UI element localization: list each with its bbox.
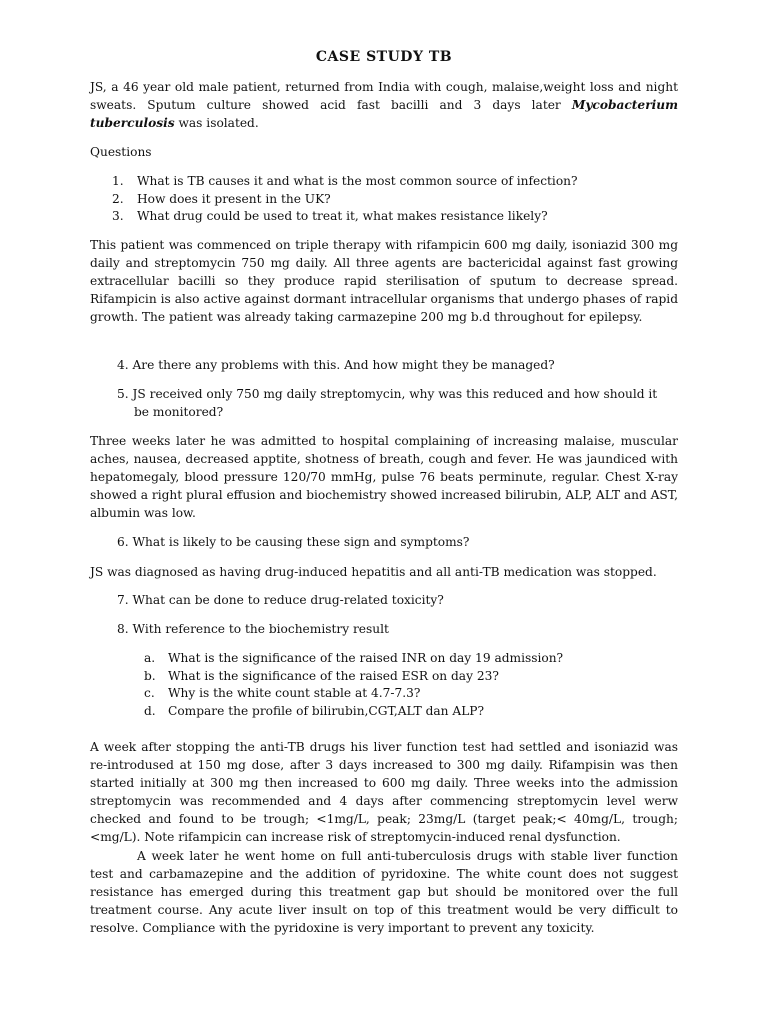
list-item-text: How does it present in the UK? (137, 191, 331, 206)
list-item-number: 3. (112, 209, 124, 223)
list-item-text: What drug could be used to treat it, what makes resistance likely? (137, 209, 548, 223)
home-paragraph: A week later he went home on full anti-tuberculosis drugs with stable liver function test and carbamazepine and the addition of pyridoxine. The white count does not suggest resistance has emerged during this treatment gap but should be monitored over the full treatment course. Any acute liver insult on top of this treatment would be very difficult to resolve. Compliance with the pyridoxine is very important to prevent any toxicity. (90, 849, 678, 935)
list-item-number: 1. (112, 174, 124, 188)
list-item-letter: d. (144, 703, 156, 718)
list-item-letter: c. (144, 686, 155, 700)
organism-name: Mycobacterium tuberculosis (90, 98, 678, 130)
restart-paragraph: A week after stopping the anti-TB drugs his liver function test had settled and isoniazid was re-introdused at 150 mg dose, after 3 days increased to 300 mg daily. Rifampisin was then started initially at 300 mg then increased to 600 mg daily. Three weeks into the admission streptomycin was recommended and 4 days after commencing streptomycin level werw checked and found to be trough; <1mg/L, peak; 23mg/L (target peak;< 40mg/L, trough; <mg/L). Note rifampicin can increase risk of streptomycin-induced renal dysfunction. (90, 740, 678, 844)
therapy-paragraph: This patient was commenced on triple therapy with rifampicin 600 mg daily, isoniazid 300 mg daily and streptomycin 750 mg daily. All three agents are bactericidal against fast growing extracellular bacilli so they produce rapid sterilisation of sputum to decrease spread. Rifampicin is also active against dormant intracellular organisms that undergo phases of rapid growth. The patient was already taking carmazepine 200 mg b.d throughout for epilepsy. (90, 238, 678, 324)
question-5-line2: be monitored? (134, 405, 224, 419)
question-4: 4. Are there any problems with this. And how might they be managed? (117, 358, 555, 372)
question-5-number: 5. (117, 387, 129, 401)
question-6: 6. What is likely to be causing these sign and symptoms? (117, 535, 470, 549)
list-item-text: Compare the profile of bilirubin,CGT,ALT dan ALP? (168, 703, 485, 718)
list-item-text: What is the significance of the raised ESR on day 23? (168, 668, 499, 683)
question-8: 8. With reference to the biochemistry result (117, 622, 389, 636)
questions-heading: Questions (90, 145, 152, 159)
intro-paragraph (90, 78, 678, 132)
list-item-text: Why is the white count stable at 4.7-7.3? (168, 686, 421, 700)
question-7: 7. What can be done to reduce drug-related toxicity? (117, 593, 444, 607)
list-item-text: What is the significance of the raised INR on day 19 admission? (168, 651, 564, 665)
list-item-letter: b. (144, 668, 156, 683)
intro-text-part1: JS, a 46 year old male patient, returned from India with cough, malaise,weight loss and night sweats. Sputum culture showed acid fast bacilli and 3 days later (90, 80, 678, 112)
list-item-letter: a. (144, 651, 156, 665)
page-title: CASE STUDY TB (315, 49, 453, 65)
intro-text-part2: was isolated. (174, 116, 259, 130)
list-item-text: What is TB causes it and what is the most common source of infection? (137, 174, 578, 188)
question-5 (117, 385, 678, 421)
list-item-number: 2. (112, 191, 124, 206)
diagnosis-paragraph: JS was diagnosed as having drug-induced hepatitis and all anti-TB medication was stopped. (90, 565, 657, 579)
admission-paragraph: Three weeks later he was admitted to hospital complaining of increasing malaise, muscular aches, nausea, decreased apptite, shotness of breath, cough and fever. He was jaundiced with hepatomegaly, blood pressure 120/70 mmHg, pulse 76 beats perminute, regular. Chest X-ray showed a right plural effusion and biochemistry showed increased bilirubin, ALP, ALT and AST, albumin was low. (90, 434, 678, 520)
question-5-line1: JS received only 750 mg daily streptomycin, why was this reduced and how should it (132, 387, 658, 401)
